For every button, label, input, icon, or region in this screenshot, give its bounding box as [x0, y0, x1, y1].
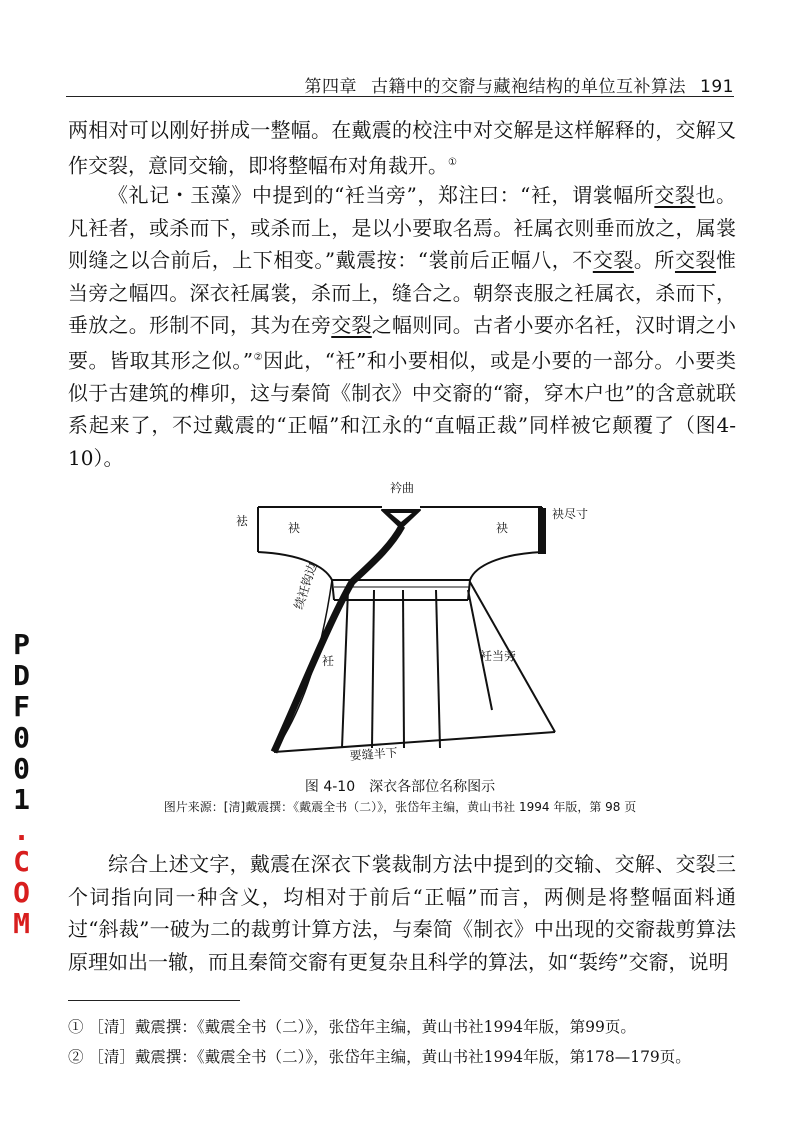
paragraph-2-text-d: 惟当旁之幅四。深衣衽属裳，杀而上，缝合之。朝祭丧服之衽属衣，杀而下，垂放之。形制不同，其为在旁	[68, 248, 737, 337]
underlined-term: 交裂	[674, 248, 717, 272]
header-chapter: 第四章	[304, 77, 358, 97]
watermark-logo	[0, 628, 38, 938]
running-header	[66, 60, 734, 97]
svg-text:衽: 衽	[322, 654, 335, 668]
footnote-1: ① ［清］戴震撰：《戴震全书（二）》，张岱年主编，黄山书社1994年版，第99页。	[68, 1018, 636, 1036]
watermark-part1: PDF001	[5, 628, 38, 814]
paragraph-2-text-e: 之幅则同。古者小要亦名衽，汉时谓之小要。皆取其形之似。”	[68, 313, 736, 373]
underlined-term: 交裂	[592, 248, 634, 272]
shenyi-diagram	[230, 470, 589, 770]
underlined-term: 交裂	[331, 313, 372, 337]
paragraph-2	[68, 179, 736, 474]
page-number: 191	[700, 77, 734, 97]
svg-text:衿曲: 衿曲	[390, 481, 415, 495]
svg-text:要缝半下: 要缝半下	[349, 745, 399, 763]
svg-text:袪: 袪	[236, 514, 249, 528]
figure-caption: 图 4-10 深衣各部位名称图示	[304, 779, 496, 795]
paragraph-2-text-f: 因此，“衽”和小要相似，或是小要的一部分。小要类似于古建筑的榫卯，这与秦简《制衣》中交窬的“窬，穿木户也”的含意就联系起来了，不过戴震的“正幅”和江永的“直幅正裁”同样被它颠覆了（图4-10）。	[68, 348, 736, 470]
header-text	[291, 72, 734, 97]
svg-text:续衽钩边: 续衽钩边	[291, 560, 320, 611]
paragraph-1	[68, 114, 736, 182]
paragraph-2-text-b: 也。凡衽者，或杀而下，或杀而上，是以小要取名焉。衽属衣则垂而放之，属裳则缝之以合前后，上下相变。”戴震按：“裳前后正幅八，不	[68, 183, 736, 272]
paragraph-1-text: 两相对可以刚好拼成一整幅。在戴震的校注中对交解是这样解释的，交解又作交裂，意同交输，即将整幅布对角裁开。	[68, 118, 736, 178]
svg-text:衽当旁: 衽当旁	[480, 649, 517, 663]
footnote-ref-1[interactable]: ①	[448, 156, 457, 168]
figure-source: 图片来源：[清]戴震撰：《戴震全书（二）》，张岱年主编，黄山书社 1994 年版，第 98 页	[163, 800, 637, 814]
footnote-2: ② ［清］戴震撰：《戴震全书（二）》，张岱年主编，黄山书社1994年版，第178—179页。	[68, 1048, 691, 1066]
paragraph-2-text-a: 《礼记・玉藻》中提到的“衽当旁”，郑注曰：“衽，谓裳幅所	[108, 183, 655, 207]
svg-text:袂: 袂	[288, 521, 301, 535]
paragraph-2-text-c: 。所	[633, 248, 675, 272]
watermark-part2: .COM	[5, 814, 38, 938]
footnote-ref-2[interactable]: ②	[253, 351, 264, 363]
underlined-term: 交裂	[654, 183, 696, 207]
robe-illustration	[230, 470, 589, 770]
paragraph-3: 综合上述文字，戴震在深衣下裳裁制方法中提到的交输、交解、交裂三个词指向同一种含义，均相对于前后“正幅”而言，两侧是将整幅面料通过“斜裁”一破为二的裁剪计算方法，与秦简《制衣》中出现的交窬裁剪算法原理如出一辙，而且秦简交窬有更复杂且科学的算法，如“裚绔”交窬，说明	[68, 852, 736, 974]
header-title: 古籍中的交窬与藏袍结构的单位互补算法	[371, 77, 687, 97]
svg-text:袂尽寸: 袂尽寸	[552, 507, 589, 521]
footnote-divider	[68, 1000, 240, 1001]
svg-text:袂: 袂	[496, 521, 509, 535]
